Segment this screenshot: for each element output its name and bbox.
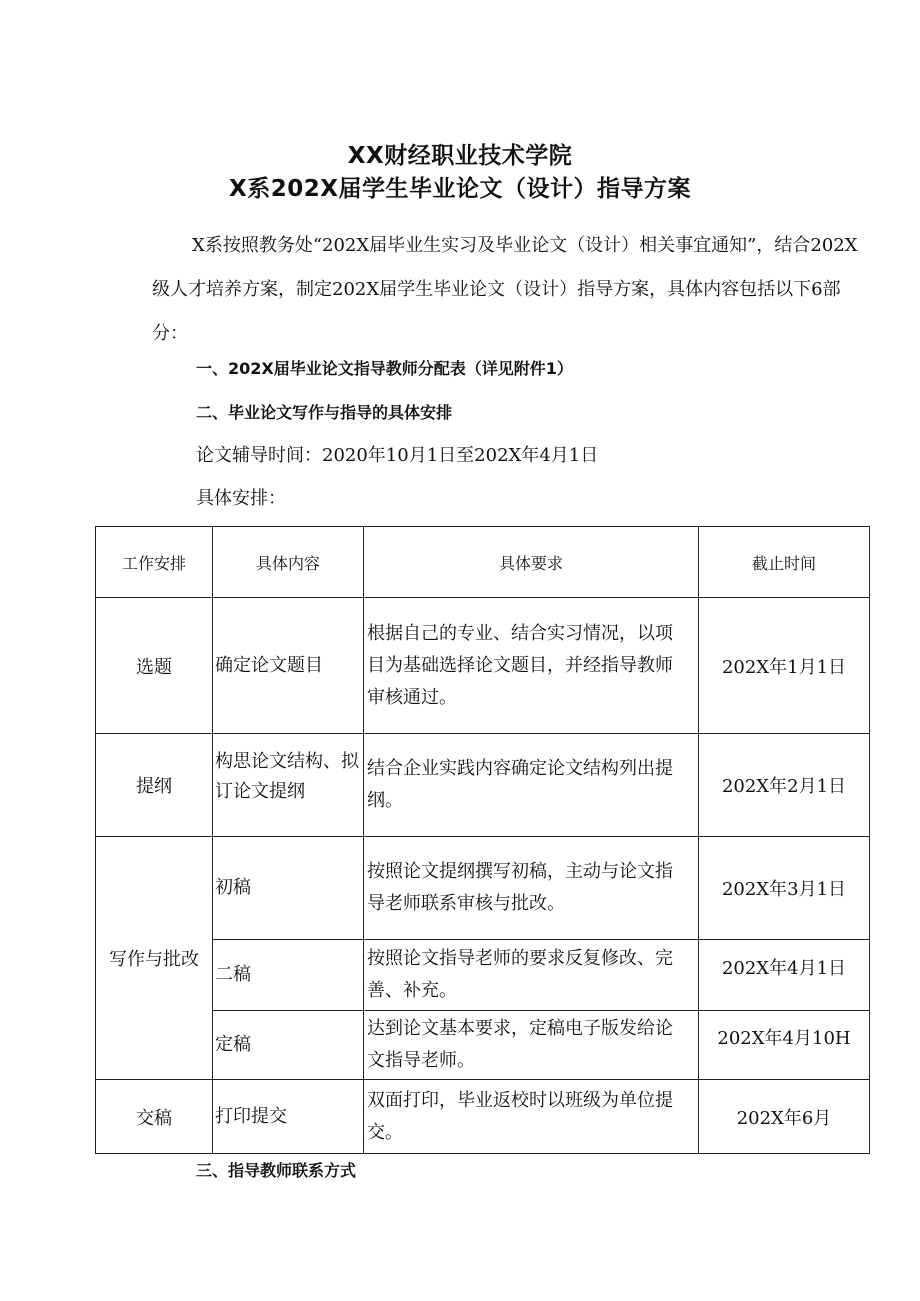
deadline-cell: 202X年1月1日 [699,598,870,734]
deadline-cell: 202X年3月1日 [699,837,870,940]
requirement-cell: 双面打印，毕业返校时以班级为单位提交。 [364,1080,699,1154]
deadline-cell [699,1011,870,1080]
requirement-cell: 结合企业实践内容确定论文结构列出提纲。 [364,734,699,837]
table-row [96,940,870,1011]
arrangement-label: 具体安排： [196,488,286,509]
document-title: X系202X届学生毕业论文（设计）指导方案 [229,176,691,202]
schedule-table [95,526,870,1154]
section-2-heading: 二、毕业论文写作与指导的具体安排 [196,403,453,422]
column-header: 截止时间 [699,527,870,598]
table-row [96,598,870,734]
section-3-heading: 三、指导教师联系方式 [196,1161,357,1180]
stage-cell: 提纲 [96,734,213,837]
tutoring-time: 论文辅导时间：2020年10月1日至202X年4月1日 [196,445,599,466]
deadline-text: 202X年4月1日 [721,958,847,979]
content-cell [213,734,364,837]
table-row [96,1011,870,1080]
column-header: 具体内容 [213,527,364,598]
column-header: 工作安排 [96,527,213,598]
content-cell: 打印提交 [213,1080,364,1154]
requirement-cell: 达到论文基本要求，定稿电子版发给论文指导老师。 [364,1011,699,1080]
stage-cell: 写作与批改 [96,837,213,1080]
table-row [96,837,870,940]
intro-paragraph: X系按照教务处“202X届毕业生实习及毕业论文（设计）相关事宜通知”，结合202X级人才培养方案，制定202X届学生毕业论文（设计）指导方案，具体内容包括以下6部分： [152,235,858,344]
requirement-cell: 根据自己的专业、结合实习情况，以项目为基础选择论文题目，并经指导教师审核通过。 [364,598,699,734]
deadline-cell: 202X年2月1日 [699,734,870,837]
content-text: 构思论文结构、拟订论文提纲 [215,751,359,802]
stage-cell: 选题 [96,598,213,734]
section-1-heading: 一、202X届毕业论文指导教师分配表（详见附件1） [196,359,573,378]
deadline-text: 202X年4月10H [717,1028,851,1049]
school-name: XX财经职业技术学院 [347,143,573,169]
content-cell: 初稿 [213,837,364,940]
content-cell: 定稿 [213,1011,364,1080]
column-header: 具体要求 [364,527,699,598]
content-cell: 确定论文题目 [213,598,364,734]
requirement-cell: 按照论文指导老师的要求反复修改、完善、补充。 [364,940,699,1011]
requirement-cell: 按照论文提纲撰写初稿，主动与论文指导老师联系审核与批改。 [364,837,699,940]
stage-cell: 交稿 [96,1080,213,1154]
content-cell: 二稿 [213,940,364,1011]
table-row [96,1080,870,1154]
deadline-cell: 202X年6月 [699,1080,870,1154]
table-header-row [96,527,870,598]
table-row [96,734,870,837]
deadline-cell [699,940,870,1011]
